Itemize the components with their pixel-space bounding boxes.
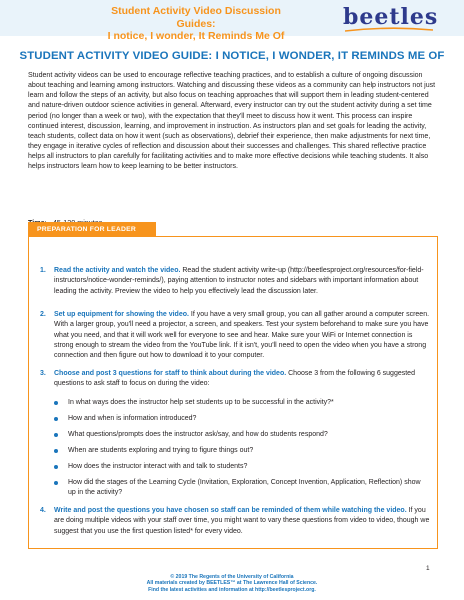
question-text: How does the instructor interact with and talk to students? bbox=[68, 463, 248, 470]
preparation-heading: PREPARATION FOR LEADER bbox=[28, 222, 156, 237]
bullet-icon bbox=[54, 465, 58, 469]
question-item bbox=[54, 478, 424, 499]
prep-item-1 bbox=[40, 266, 432, 297]
prep-item-lead: Write and post the questions you have chosen so staff can be reminded of them while watching the video. bbox=[54, 507, 407, 514]
prep-item-2 bbox=[40, 310, 432, 361]
prep-item-number: 4. bbox=[40, 507, 46, 514]
prep-item-text: Choose 3 from the following 6 suggested questions to ask staff to focus on during the video: bbox=[54, 370, 415, 388]
footer-credit: All materials created by BEETLES™ at The Lawrence Hall of Science. bbox=[146, 580, 318, 587]
prep-item-3 bbox=[40, 369, 432, 390]
beetles-logo bbox=[343, 4, 439, 32]
bullet-icon bbox=[54, 401, 58, 405]
prep-item-number: 1. bbox=[40, 267, 46, 274]
question-item bbox=[54, 414, 424, 424]
prep-item-lead: Read the activity and watch the video. bbox=[54, 267, 181, 274]
question-item bbox=[54, 398, 424, 408]
intro-paragraph: Student activity videos can be used to encourage reflective teaching practices, and to establish a culture of ongoing discussion about teaching and learning among instructors. Watching and discussing these videos as a community can help instructors not just learn and follow the steps of an activity, but also focus on teaching approaches that will support them in leading student-centered and nature-driven outdoor science activities in general. Afterward, every instructor can try out the student activity during a set time period (no longer than a week or two), with the expectation that they'll meet to discuss how it went. This process can inspire continued interest, discussion, learning, and improvement in instruction. As instructors plan and set goals for leading the activity, teach students, collect data on how it went (such as observations), debrief their experience, then make adjustments for next time, they engage in iterative cycles of reflection and discussion about their successes and challenges. This shared reflective practice helps all instructors to plan carefully for facilitating activities and to make more effective decisions while teaching students. It also helps instructors learn how to keep learning to be better instructors. bbox=[28, 72, 436, 171]
bullet-icon bbox=[54, 433, 58, 437]
prep-item-lead: Set up equipment for showing the video. bbox=[54, 311, 189, 318]
header-title-line2: I notice, I wonder, It Reminds Me Of bbox=[107, 30, 285, 42]
logo-text: beetles bbox=[343, 4, 439, 30]
bullet-icon bbox=[54, 481, 58, 485]
page-number: 1 bbox=[426, 565, 430, 572]
prep-item-4 bbox=[40, 506, 432, 537]
question-item bbox=[54, 462, 424, 472]
question-text: In what ways does the instructor help set students up to be successful in the activity?* bbox=[68, 399, 334, 406]
question-text: How did the stages of the Learning Cycle (Invitation, Exploration, Concept Invention, Application, Reflection) show up in the activity? bbox=[68, 479, 421, 497]
prep-item-text: If you are doing multiple videos with your staff over time, you might want to vary these questions from video to video, though we suggest that you use the first question listed* for every video. bbox=[54, 507, 430, 535]
bullet-icon bbox=[54, 417, 58, 421]
prep-item-number: 2. bbox=[40, 311, 46, 318]
question-text: How and when is information introduced? bbox=[68, 415, 197, 422]
page-title: STUDENT ACTIVITY VIDEO GUIDE: I NOTICE, I WONDER, IT REMINDS ME OF bbox=[19, 50, 445, 62]
bullet-icon bbox=[54, 449, 58, 453]
footer-copyright: © 2019 The Regents of the University of California bbox=[170, 574, 294, 580]
logo-swoosh-icon bbox=[345, 27, 433, 32]
prep-item-text: Read the student activity write-up (http://beetlesproject.org/resources/for-field-instructors/notice-wonder-reminds/), paying attention to instructor notes and sidebars with important information about leading the activity. Preview the video to help you effectively lead the discussion later. bbox=[54, 267, 424, 295]
header-title bbox=[96, 5, 296, 43]
footer bbox=[0, 574, 464, 593]
footer-link: Find the latest activities and information at http://beetlesproject.org. bbox=[148, 586, 316, 593]
prep-item-lead: Choose and post 3 questions for staff to think about during the video. bbox=[54, 370, 287, 377]
question-item bbox=[54, 446, 424, 456]
question-item bbox=[54, 430, 424, 440]
question-text: When are students exploring and trying to figure things out? bbox=[68, 447, 254, 454]
prep-item-number: 3. bbox=[40, 370, 46, 377]
prep-item-text: If you have a very small group, you can all gather around a computer screen. With a larger group, you'll need a projector, a screen, and speakers. Test your system beforehand to make sure you have what you need, and that it will work well for everyone to see and hear. Make sure your WiFi or Internet connection is strong enough to stream the video from the YouTube link. If it isn't, you'll need to open the video when you have a strong connection and then figure out how to download it to your computer. bbox=[54, 311, 430, 360]
header-title-line1: Student Activity Video Discussion Guides: bbox=[111, 5, 281, 30]
question-text: What questions/prompts does the instructor ask/say, and how do students respond? bbox=[68, 431, 328, 438]
